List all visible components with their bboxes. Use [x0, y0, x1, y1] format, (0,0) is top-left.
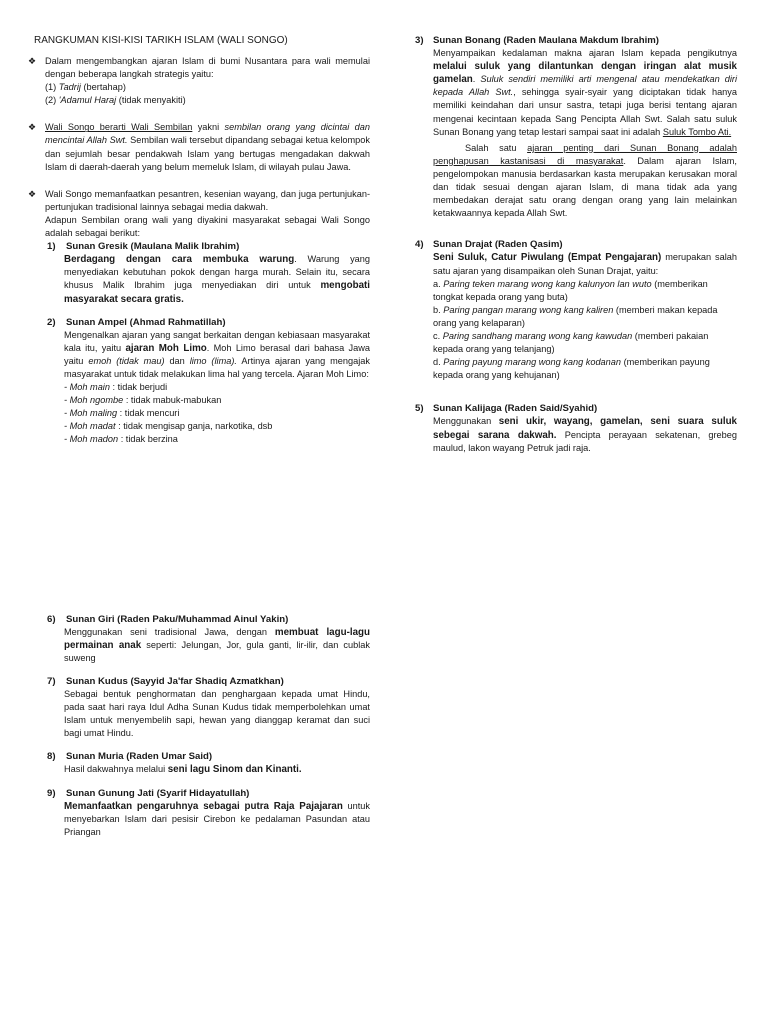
wali-item-9: 9) Sunan Gunung Jati (Syarif Hidayatullah) Memanfaatkan pengaruhnya sebagai putra Raja Pajajaran untuk menyebarkan Islam dari pesisir Cirebon ke pedalaman Pasundan atau Priangan [47, 787, 371, 837]
diamond-bullet-icon: ❖ [28, 122, 37, 133]
document-title: RANGKUMAN KISI-KISI TARIKH ISLAM (WALI SONGO) [34, 35, 288, 46]
list-item: - Moh madon : tidak berzina [64, 434, 178, 445]
wali-heading: Sunan Gunung Jati (Syarif Hidayatullah) [66, 787, 250, 799]
wali-heading: Sunan Drajat (Raden Qasim) [433, 239, 563, 251]
list-item: b. Paring pangan marang wong kang kaliren (memberi makan kepada orang yang kelaparan) [433, 304, 718, 328]
wali-heading: Sunan Gresik (Maulana Malik Ibrahim) [66, 241, 240, 253]
intro-bullet-strategies: ❖ Dalam mengembangkan ajaran Islam di bumi Nusantara para wali memulai dengan beberapa langkah strategis yaitu: (1) Tadrij (bertahap) (2) 'Adamul Haraj (tidak menyakiti) [28, 55, 370, 107]
strategy-2: (2) 'Adamul Haraj (tidak menyakiti) [45, 95, 186, 106]
wali-heading: Sunan Bonang (Raden Maulana Makdum Ibrahim) [433, 35, 660, 46]
strategy-1: (1) Tadrij (bertahap) [45, 82, 126, 93]
list-item: - Moh main : tidak berjudi [64, 382, 168, 393]
wali-item-2: 2) Sunan Ampel (Ahmad Rahmatillah) Mengenalkan ajaran yang sangat berkaitan dengan kebiasaan masyarakat kala itu, yaitu ajaran Moh Limo. Moh Limo berasal dari bahasa Jawa yaitu emoh (tidak mau) dan limo (lima). Artinya ajaran yang mengajak masyarakat untuk tidak melakukan lima hal yang tercela. Ajaran Moh Limo: - Moh main : tidak berjudi - Moh ngombe : tidak mabuk-mabukan - Moh maling : tidak mencuri - Moh madat : tidak mengisap ganja, narkotika, dsb - Moh madon : tidak berzina [28, 316, 370, 447]
wali-item-6: 6) Sunan Giri (Raden Paku/Muhammad Ainul Yakin) Menggunakan seni tradisional Jawa, dengan membuat lagu-lagu permainan anak seperti: Jelungan, Jor, gula ganti, lir-ilir, dan cublak suweng [47, 613, 370, 663]
list-item: c. Paring sandhang marang wong kang kawudan (memberi pakaian kepada orang yang telanjang) [433, 330, 709, 355]
wali-item-7: 7) Sunan Kudus (Sayyid Ja'far Shadiq Azmatkhan) Sebagai bentuk penghormatan dan penghargaan kepada umat Hindu, pada saat hari raya Idul Adha Sunan Kudus tidak memperbolehkan umat Islam untuk menyembelih sapi, hewan yang dianggap keramat dan suci bagi umat Hindu. [47, 675, 370, 739]
list-item: a. Paring teken marang wong kang kalunyon lan wuto (memberikan tongkat kepada orang yang buta) [433, 278, 708, 302]
list-item: d. Paring payung marang wong kang kodanan (memberikan payung kepada orang yang kehujanan) [433, 357, 710, 381]
right-column [415, 34, 737, 467]
wali-item-3: 3) Sunan Bonang (Raden Maulana Makdum Ibrahim) Menyampaikan kedalaman makna ajaran Islam kepada pengikutnya melalui suluk yang dilantunkan dengan iringan alat musik gamelan. Suluk sendiri memiliki arti mengenal atau mendekatkan diri kepada Allah Swt., sehingga syair-syair yang diciptakan tidak hanya memiliki keindahan dari unsur sastra, tetapi juga berisi tentang ajaran mengenai kecintaan kepada Sang Pencipta Allah Swt. Salah satu suluk Sunan Bonang yang tetap lestari sampai saat ini adalah Suluk Tombo Ati. Salah satu ajaran penting dari Sunan Bonang adalah penghapusan kastanisasi di masyarakat. Dalam ajaran Islam, pengelompokan manusia berdasarkan kasta merupakan kerusakan moral dan tidak sesuai dengan ajaran Islam, di mana tidak ada yang membedakan derajat satu orang dengan orang yang lain melainkan ketakwaannya kepada Allah Swt. [415, 35, 737, 219]
wali-heading: Sunan Kalijaga (Raden Said/Syahid) [433, 403, 598, 415]
wali-heading: Sunan Ampel (Ahmad Rahmatillah) [66, 316, 226, 328]
wali-heading: Sunan Kudus (Sayyid Ja'far Shadiq Azmatkhan) [66, 675, 284, 687]
diamond-bullet-icon: ❖ [28, 188, 37, 199]
intro-bullet-definition: ❖ Wali Songo berarti Wali Sembilan yakni sembilan orang yang dicintai dan mencintai Allah Swt. Sembilan wali tersebut dipandang sebagai ketua kelompok dan sejumlah besar pendakwah Islam yang bertugas mengadakan dakwah Islam di daerah-daerah yang belum memeluk Islam, di wilayah pulau Jawa. [28, 122, 371, 172]
catur-piwulang-list [433, 278, 737, 383]
list-item: - Moh ngombe : tidak mabuk-mabukan [64, 395, 222, 406]
wali-heading: Sunan Giri (Raden Paku/Muhammad Ainul Yakin) [66, 613, 289, 625]
list-item: - Moh maling : tidak mencuri [64, 408, 180, 419]
moh-limo-list [64, 381, 370, 446]
diamond-bullet-icon: ❖ [28, 56, 37, 66]
wali-item-4: 4) Sunan Drajat (Raden Qasim) Seni Suluk, Catur Piwulang (Empat Pengajaran) merupakan salah satu ajaran yang disampaikan oleh Sunan Drajat, yaitu: a. Paring teken marang wong kang kalunyon lan wuto (memberikan tongkat kepada orang yang buta) b. Paring pangan marang wong kang kaliren (memberi makan kepada orang yang kelaparan) c. Paring sandhang marang wong kang kawudan (memberi pakaian kepada orang yang telanjang) d. Paring payung marang wong kang kodanan (memberikan payung kepada orang yang kehujanan) [415, 238, 737, 382]
wali-item-8: 8) Sunan Muria (Raden Umar Said) Hasil dakwahnya melalui seni lagu Sinom dan Kinanti. [28, 750, 370, 776]
list-item: - Moh madat : tidak mengisap ganja, narkotika, dsb [64, 421, 273, 432]
wali-item-1: 1) Sunan Gresik (Maulana Malik Ibrahim) Berdagang dengan cara membuka warung. Warung yang menyediakan kebutuhan pokok dengan harga murah. Selain itu, secara khusus Malik Ibrahim juga menyediakan diri untuk mengobati masyarakat secara gratis. [47, 241, 370, 305]
intro-bullet-media: ❖ Wali Songo memanfaatkan pesantren, kesenian wayang, dan juga pertunjukan-pertunjukan tradisional lainnya sebagai media dakwah. Adapun Sembilan orang wali yang diyakini masyarakat sebagai Wali Songo adalah sebagai berikut: [28, 188, 370, 239]
wali-heading: Sunan Muria (Raden Umar Said) [66, 751, 213, 763]
left-column [28, 34, 370, 849]
wali-item-5: 5) Sunan Kalijaga (Raden Said/Syahid) Menggunakan seni ukir, wayang, gamelan, seni suara suluk sebegai sarana dakwah. Pencipta perayaan sekatenan, grebeg maulud, lakon wayang Petruk jadi raja. [415, 403, 737, 453]
